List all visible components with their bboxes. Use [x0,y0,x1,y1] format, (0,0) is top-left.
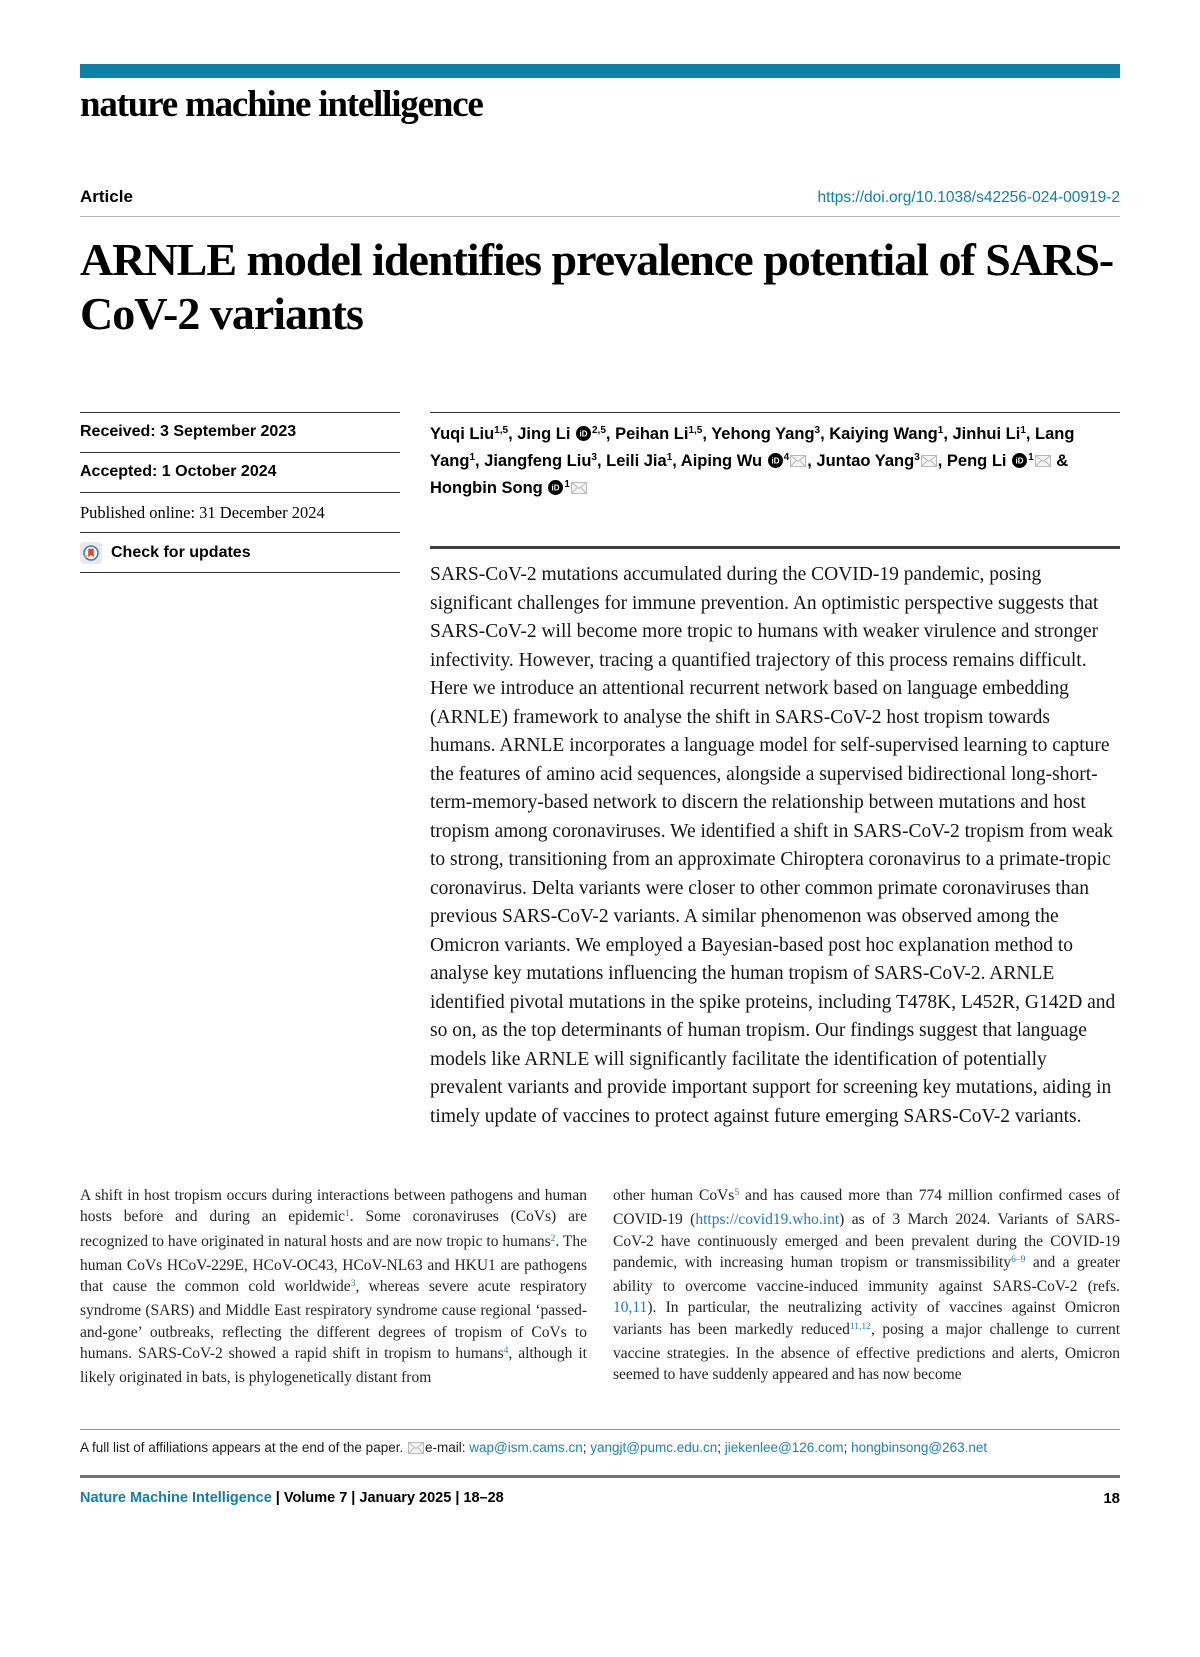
doi-link[interactable]: https://doi.org/10.1038/s42256-024-00919-2 [817,189,1120,206]
footer-row [80,1478,1120,1507]
journal-name-link[interactable]: Nature Machine Intelligence [80,1489,272,1506]
article-page [80,64,1120,1507]
author-list: Yuqi Liu$^{1,5}$, Jing Li iD $^{2,5}$, Peihan Li$^{1,5}$, Yehong Yang$^3$, Kaiying Wang$^1$, Jinhui Li$^1$, Lang Yang$^1$, Jiangfeng Liu$^3$, Leili Jia$^1$, Aiping Wu iD $^4$ , Juntao Yang$^3$ , Peng Li iD $^1$ & Hongbin Song iD $^1$ [430,412,1120,503]
article-history-sidebar [80,412,400,1131]
article-header-row [80,187,1120,207]
affiliation-superscript: 1 [937,425,944,436]
orcid-icon[interactable] [1012,451,1027,475]
affiliation-superscript: 3 [591,452,597,463]
page-number: 18 [1103,1489,1120,1507]
body-text-columns [80,1185,1120,1389]
orcid-icon[interactable] [576,424,591,448]
check-for-updates-label: Check for updates [111,543,251,561]
mail-icon[interactable] [571,477,587,501]
affiliation-superscript: 1 [1020,425,1026,436]
affiliation-note: A full list of affiliations appears at the end of the paper. e-mail: wap@ism.cams.cn; yangjt@pumc.edu.cn; jiekenlee@126.com; hongbinsong@263.net [80,1430,1120,1457]
email-link[interactable]: yangjt@pumc.edu.cn [590,1439,718,1455]
mail-icon[interactable] [1035,450,1051,474]
journal-issue-line [80,1490,504,1507]
orcid-icon[interactable] [768,451,783,475]
article-type-label: Article [80,187,133,206]
reference-citation-link[interactable]: 1 [345,1209,350,1220]
external-url-link[interactable]: https://covid19.who.int [695,1211,840,1229]
email-link[interactable]: jiekenlee@126.com [724,1439,844,1455]
received-date: Received: 3 September 2023 [80,412,400,452]
affiliation-superscript: 1 [564,479,570,490]
published-date: Published online: 31 December 2024 [80,492,400,532]
mail-icon[interactable] [408,1441,424,1459]
reference-citation-link[interactable]: 2 [550,1233,556,1244]
affiliation-superscript: 1 [666,452,673,463]
reference-citation-link[interactable]: 11,12 [849,1321,871,1332]
affiliation-superscript: 2,5 [592,425,606,436]
page-title: ARNLE model identifies prevalence potential of SARS-CoV-2 variants [80,234,1114,339]
svg-text:iD: iD [1015,456,1024,466]
title-block-grid [80,412,1120,1131]
orcid-icon[interactable] [548,478,563,502]
journal-brand-bar [80,64,1120,78]
author-abstract-column [430,412,1120,1131]
accepted-date: Accepted: 1 October 2024 [80,452,400,492]
journal-logo: nature machine intelligence [80,84,483,125]
reference-citation-link[interactable]: 6–9 [1011,1254,1026,1265]
reference-citation-link[interactable]: 3 [350,1279,356,1290]
affiliation-superscript: 3 [914,452,920,463]
reference-citation-link[interactable]: 4 [503,1346,509,1357]
abstract-text: SARS-CoV-2 mutations accumulated during the COVID-19 pandemic, posing significant challenges for immune prevention. An optimistic perspective suggests that SARS-CoV-2 will become more tropic to humans with weaker virulence and stronger infectivity. However, tracing a quantified trajectory of this process remains difficult. Here we introduce an attentional recurrent network based on language embedding (ARNLE) framework to analyse the shift in SARS-CoV-2 host tropism towards humans. ARNLE incorporates a language model for self-supervised learning to capture the features of amino acid sequences, alongside a supervised bidirectional long-short-term-memory-based network to discern the relationship between mutations and host tropism among coronaviruses. We identified a shift in SARS-CoV-2 tropism from weak to strong, transitioning from an approximate Chiroptera coronavirus to a primate-tropic coronavirus. Delta variants were closer to other common primate coronaviruses than previous SARS-CoV-2 variants. A similar phenomenon was observed among the Omicron variants. We employed a Bayesian-based post hoc explanation method to analyse key mutations influencing the human tropism of SARS-CoV-2. ARNLE identified pivotal mutations in the spike proteins, including T478K, L452R, G142D and so on, as the top determinants of human tropism. Our findings suggest that language models like ARNLE will significantly facilitate the identification of potentially prevalent variants and provide important support for screening key mutations, aiding in timely update of vaccines to protect against future emerging SARS-CoV-2 variants. [430,546,1120,1131]
body-column-right: other human CoVs$^5$ and has caused more than 774 million confirmed cases of COVID-19 (https://covid19.who.int) as of 3 March 2024. Variants of SARS-CoV-2 have continuously emerged and been prevalent during the COVID-19 pandemic, with increasing human tropism or transmissibility$^{6-9}$ and a greater ability to overcome vaccine-induced immunity against SARS-CoV-2 (refs. 10,11). In particular, the neutralizing activity of vaccines against Omicron variants has been markedly reduced$^{11,12}$, posing a major challenge to current vaccine strategies. In the absence of effective predictions and alerts, Omicron seemed to have suddenly appeared and has now become [613,1187,1121,1384]
affiliation-superscript: 1,5 [494,425,509,436]
affiliation-superscript: 3 [814,425,821,436]
mail-icon[interactable] [921,450,937,474]
body-column-left: A shift in host tropism occurs during interactions between pathogens and human hosts before and during an epidemic$^1$. Some coronaviruses (CoVs) are recognized to have originated in natural hosts and are now tropic to humans$^2$. The human CoVs HCoV-229E, HCoV-OC43, HCoV-NL63 and HKU1 are pathogens that cause the common cold worldwide$^3$, whereas severe acute respiratory syndrome (SARS) and Middle East respiratory syndrome cause regional ‘passed-and-gone’ outbreaks, reflecting the different degrees of tropism of CoVs to humans. SARS-CoV-2 showed a rapid shift in tropism to humans$^4$, although it likely originated in bats, is phylogenetically distant from [80,1187,587,1387]
affiliation-superscript: 4 [783,452,790,463]
check-for-updates-button[interactable] [80,532,400,573]
email-link[interactable]: wap@ism.cams.cn [469,1439,583,1455]
affiliation-superscript: 1,5 [688,425,703,436]
svg-text:iD: iD [771,456,780,466]
affiliation-superscript: 1 [1028,452,1034,463]
reference-citation-link[interactable]: 10,11 [613,1299,648,1317]
affiliation-superscript: 1 [469,452,475,463]
crossmark-icon [80,542,102,564]
header-divider [80,216,1120,217]
svg-text:iD: iD [551,483,560,493]
issue-info: | Volume 7 | January 2025 | 18–28 [271,1489,504,1506]
svg-text:iD: iD [579,429,588,439]
mail-icon[interactable] [790,450,806,474]
reference-citation-link[interactable]: 5 [734,1188,740,1198]
email-link[interactable]: hongbinsong@263.net [851,1439,988,1455]
